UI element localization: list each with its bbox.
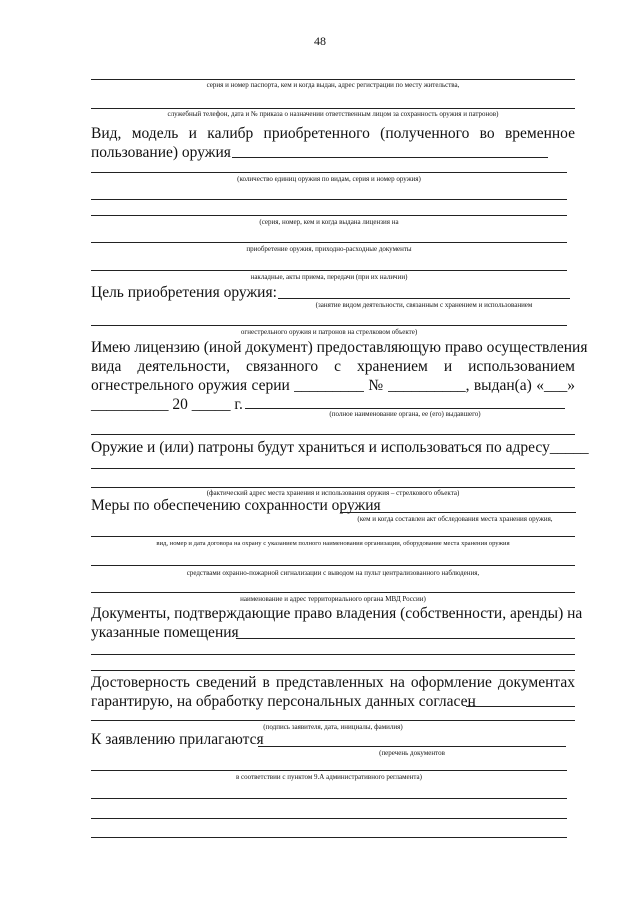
field-line [91, 215, 567, 216]
docs-line-1: Документы, подтверждающие право владения (собственности, аренды) на [91, 605, 583, 622]
caption-alarm: средствами охранно-пожарной сигнализации с выводом на пульт централизованного наблюдения, [186, 569, 480, 577]
field-line [91, 270, 567, 271]
field-line [91, 818, 567, 819]
field-line [91, 670, 575, 671]
license-line-4: __________ 20 _____ г. [91, 396, 243, 413]
weapon-field[interactable] [232, 157, 548, 158]
field-line [91, 798, 567, 799]
consent-field[interactable] [466, 706, 575, 707]
measures-field[interactable] [340, 512, 576, 513]
field-line [91, 720, 575, 721]
license-line-1: Имею лицензию (иной документ) предоставляющую право осуществления [91, 339, 588, 356]
field-line [91, 199, 567, 200]
caption-actual-address: (фактический адрес места хранения и использования оружия – стрелкового объекта) [206, 489, 460, 497]
field-line [91, 536, 575, 537]
caption-doc-list: (перечень документов [379, 749, 445, 757]
license-line-2: вида деятельности, связанного с хранением и использованием [91, 358, 575, 375]
field-line [91, 325, 567, 326]
weapon-line-2: пользование) оружия [91, 144, 231, 161]
caption-signature: (подпись заявителя, дата, инициалы, фамилия) [263, 723, 403, 731]
caption-invoices: накладные, акты приема, передачи (при их наличии) [250, 273, 408, 281]
reliability-line-2: гарантирую, на обработку персональных данных согласен [91, 693, 476, 710]
field-line [91, 592, 575, 593]
caption-passport: серия и номер паспорта, кем и когда выдан, адрес регистрации по месту жительства, [206, 81, 460, 89]
field-line [91, 770, 567, 771]
license-line-3: огнестрельного оружия серии _________ № __________, выдан(а) «___» [91, 377, 575, 394]
field-line [91, 242, 567, 243]
organ-field[interactable] [245, 408, 565, 409]
page-number: 48 [314, 34, 326, 48]
docs-line-2: указанные помещения [91, 624, 239, 641]
field-line [91, 565, 575, 566]
field-line [91, 108, 575, 109]
purpose-label: Цель приобретения оружия: [91, 284, 277, 301]
caption-mvd: наименование и адрес территориального органа МВД России) [240, 595, 426, 603]
caption-acquisition: приобретение оружия, приходно-расходные документы [246, 245, 412, 253]
caption-quantity: (количество единиц оружия по видам, серия и номер оружия) [237, 175, 421, 183]
caption-purpose-2: огнестрельного оружия и патронов на стрелковом объекте) [240, 328, 418, 336]
weapon-line-1: Вид, модель и калибр приобретенного (полученного во временное [91, 125, 575, 142]
caption-purpose-1: (занятие видом деятельности, связанным с хранением и использованием [315, 301, 533, 309]
field-line [91, 487, 575, 488]
storage-label: Оружие и (или) патроны будут храниться и использоваться по адресу_____ [91, 439, 589, 456]
field-line [91, 654, 575, 655]
caption-license: (серия, номер, кем и когда выдана лицензия на [259, 218, 399, 226]
field-line [91, 468, 575, 469]
field-line [91, 434, 575, 435]
attached-label: К заявлению прилагаются [91, 731, 264, 748]
attached-field[interactable] [258, 746, 566, 747]
field-line [91, 837, 567, 838]
field-line [91, 172, 567, 173]
reliability-line-1: Достоверность сведений в представленных на оформление документах [91, 674, 575, 691]
caption-contract: вид, номер и дата договора на охрану с указанием полного наименования организации, оборудование места хранения оружия [156, 540, 510, 547]
purpose-field[interactable] [278, 298, 570, 299]
caption-clause: в соответствии с пунктом 9.А административного регламента) [236, 773, 422, 781]
measures-label: Меры по обеспечению сохранности оружия [91, 497, 381, 514]
field-line [91, 79, 575, 80]
caption-phone: служебный телефон, дата и № приказа о назначении ответственным лицом за сохранность оружия и патронов) [167, 110, 499, 118]
caption-organ: (полное наименование органа, ее (его) выдавшего) [329, 410, 481, 418]
caption-act: (кем и когда составлен акт обследования места хранения оружия, [357, 515, 553, 523]
premises-field[interactable] [236, 638, 575, 639]
